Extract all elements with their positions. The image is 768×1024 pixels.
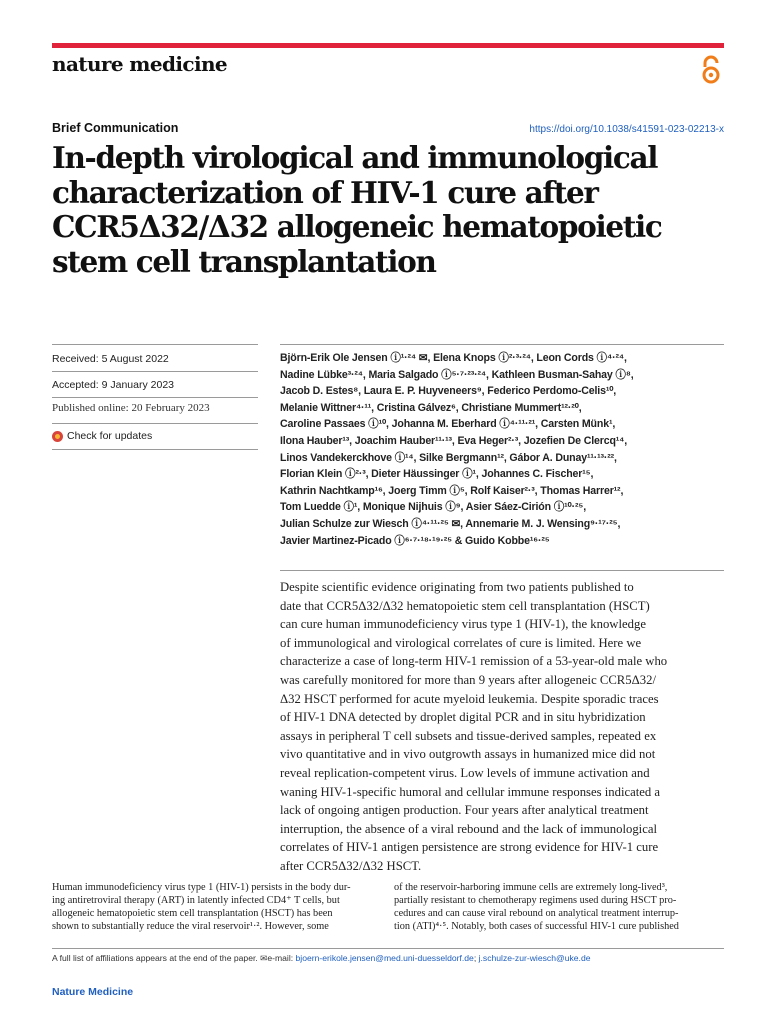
abstract-line: of immunological and virological correlates of cure is limited. Here we	[280, 635, 642, 650]
body-column-right	[394, 882, 724, 934]
author-line: Caroline Passaes ⓘ¹⁰, Johanna M. Eberhard ⓘ⁴·¹¹·²¹, Carsten Münk¹,	[280, 418, 616, 431]
author-line: Julian Schulze zur Wiesch ⓘ⁴·¹¹·²⁵ ✉, Annemarie M. J. Wensing⁹·¹⁷·²⁵,	[280, 517, 621, 530]
abstract-line: Despite scientific evidence originating from two patients published to	[280, 580, 634, 594]
abstract-line: can cure human immunodeficiency virus type 1 (HIV-1), the knowledge	[280, 617, 646, 632]
doi-link[interactable]: https://doi.org/10.1038/s41591-023-02213-x	[529, 124, 724, 135]
check-updates-button[interactable]	[52, 430, 152, 442]
abstract-line: was carefully monitored for more than 9 years after allogeneic CCR5Δ32/	[280, 672, 656, 687]
body-line: allogeneic hematopoietic stem cell transplantation (HSCT) has been	[52, 907, 333, 919]
journal-name: nature medicine	[52, 52, 228, 76]
published-date: Published online: 20 February 2023	[52, 402, 210, 414]
article-title	[52, 141, 692, 279]
received-date: Received: 5 August 2022	[52, 353, 169, 365]
body-column-left	[52, 882, 382, 934]
email-link-schulze[interactable]: j.schulze-zur-wiesch@uke.de	[478, 953, 591, 963]
author-line: Kathrin Nachtkamp¹⁶, Joerg Timm ⓘ⁵, Rolf Kaiser²·³, Thomas Harrer¹²,	[280, 484, 624, 497]
author-line: Björn-Erik Ole Jensen ⓘ¹·²⁴ ✉, Elena Knops ⓘ²·³·²⁴, Leon Cords ⓘ⁴·²⁴,	[280, 352, 627, 364]
divider	[280, 344, 724, 345]
footnote-separator: ;	[473, 953, 479, 963]
open-access-icon	[699, 55, 723, 85]
email-link-jensen[interactable]: bjoern-erikole.jensen@med.uni-duesseldorf.de	[295, 953, 474, 963]
abstract-line: interruption, the absence of a viral rebound and the lack of immunological	[280, 821, 657, 836]
abstract-line: waning HIV-1-specific humoral and cellular immune responses indicated a	[280, 784, 661, 799]
divider	[52, 397, 258, 398]
abstract-line: date that CCR5Δ32/Δ32 hematopoietic stem cell transplantation (HSCT)	[280, 598, 650, 613]
divider	[52, 371, 258, 372]
title-line: CCR5Δ32/Δ32 allogeneic hematopoietic	[52, 209, 662, 244]
abstract-line: vivo quantitative and in vivo outgrowth assays in humanized mice did not	[280, 747, 656, 762]
footnote-text: A full list of affiliations appears at the end of the paper. ✉e-mail:	[52, 953, 296, 963]
body-line: ing antiretroviral therapy (ART) in latently infected CD4⁺ T cells, but	[52, 894, 340, 906]
title-line: stem cell transplantation	[52, 243, 436, 279]
author-list	[280, 350, 740, 549]
abstract-line: characterize a case of long-term HIV-1 remission of a 53-year-old male who	[280, 654, 668, 669]
body-line: partially resistant to chemotherapy regimens used during HSCT pro-	[394, 894, 677, 906]
body-line: Human immunodeficiency virus type 1 (HIV-1) persists in the body dur-	[52, 882, 351, 893]
check-updates-label: Check for updates	[67, 430, 153, 442]
abstract-line: correlates of HIV-1 antigen persistence are strong evidence for HIV-1 cure	[280, 840, 659, 855]
article-type: Brief Communication	[52, 121, 179, 135]
abstract-line: Δ32 HSCT performed for acute myeloid leukemia. Despite sporadic traces	[280, 691, 659, 706]
title-line: In-depth virological and immunological	[52, 140, 658, 175]
author-line: Melanie Wittner⁴·¹¹, Cristina Gálvez⁶, Christiane Mummert¹²·²⁰,	[280, 401, 582, 414]
abstract-line: lack of ongoing antigen production. Four years after analytical treatment	[280, 803, 649, 818]
abstract	[280, 578, 725, 876]
divider	[52, 423, 258, 424]
check-updates-icon	[52, 431, 63, 442]
footnote-divider	[52, 948, 724, 949]
accepted-date: Accepted: 9 January 2023	[52, 379, 175, 391]
title-line: characterization of HIV-1 cure after	[52, 174, 598, 210]
abstract-line: assays in peripheral T cell subsets and tissue-derived samples, repeated ex	[280, 728, 657, 743]
divider	[280, 570, 724, 571]
abstract-line: after CCR5Δ32/Δ32 HSCT.	[280, 858, 422, 873]
abstract-line: reveal replication-competent virus. Low levels of immune activation and	[280, 765, 650, 780]
author-line: Florian Klein ⓘ²·³, Dieter Häussinger ⓘ¹, Johannes C. Fischer¹⁵,	[280, 468, 594, 481]
author-line: Tom Luedde ⓘ¹, Monique Nijhuis ⓘ⁹, Asier Sáez-Cirión ⓘ¹⁰·²⁵,	[280, 501, 587, 514]
divider	[52, 344, 258, 345]
footnote	[52, 953, 591, 964]
author-line: Jacob D. Estes⁸, Laura E. P. Huyveneers⁹, Federico Perdomo-Celis¹⁰,	[280, 385, 617, 398]
body-line: of the reservoir-harboring immune cells are extremely long-lived³,	[394, 882, 668, 893]
footer-journal: Nature Medicine	[52, 986, 134, 998]
top-accent-bar	[52, 43, 724, 48]
author-line: Nadine Lübke³·²⁴, Maria Salgado ⓘ⁵·⁷·²³·²⁴, Kathleen Busman-Sahay ⓘ⁸,	[280, 368, 634, 381]
body-line: tion (ATI)⁴·⁵. Notably, both cases of successful HIV-1 cure published	[394, 920, 679, 932]
body-line: shown to substantially reduce the viral reservoir¹·². However, some	[52, 920, 329, 932]
divider	[52, 449, 258, 450]
author-line: Ilona Hauber¹³, Joachim Hauber¹¹·¹³, Eva Heger²·³, Jozefien De Clercq¹⁴,	[280, 434, 628, 447]
author-line: Linos Vandekerckhove ⓘ¹⁴, Silke Bergmann¹², Gábor A. Dunay¹¹·¹³·²²,	[280, 451, 617, 464]
abstract-line: of HIV-1 DNA detected by droplet digital PCR and in situ hybridization	[280, 710, 646, 725]
author-line: Javier Martinez-Picado ⓘ⁶·⁷·¹⁸·¹⁹·²⁵ & Guido Kobbe¹⁶·²⁵	[280, 534, 550, 547]
body-line: cedures and can cause viral rebound on analytical treatment interrup-	[394, 907, 679, 919]
